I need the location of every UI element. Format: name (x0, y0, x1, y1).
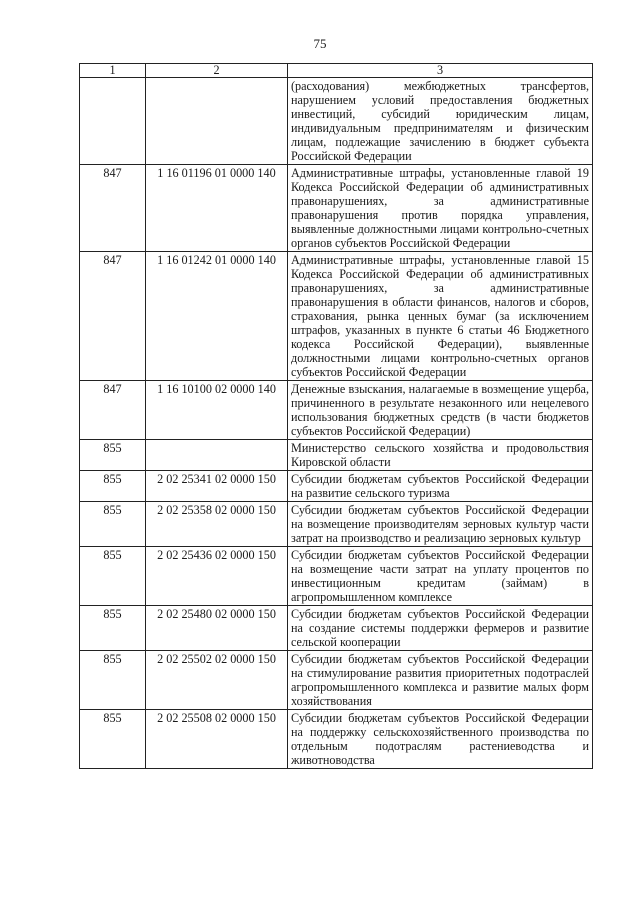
admin-code-cell: 855 (80, 651, 146, 710)
table-row (80, 502, 593, 547)
header-row (80, 64, 593, 78)
kbk-code-cell: 1 16 01242 01 0000 140 (146, 252, 288, 381)
kbk-code-cell (146, 78, 288, 165)
column-header-2: 2 (146, 64, 288, 78)
table-row (80, 547, 593, 606)
admin-code-cell: 847 (80, 252, 146, 381)
admin-code-cell: 855 (80, 471, 146, 502)
description-cell: Субсидии бюджетам субъектов Российской Федерации на развитие сельского туризма (288, 471, 593, 502)
description-cell: (расходования) межбюджетных трансфертов, нарушением условий предоставления бюджетных инвестиций, субсидий юридическим лицам, индивидуальным предпринимателям и физическим лицам, подлежащие зачислению в бюджет субъекта Российской Федерации (288, 78, 593, 165)
admin-code-cell: 855 (80, 440, 146, 471)
kbk-code-cell: 1 16 01196 01 0000 140 (146, 165, 288, 252)
description-cell: Денежные взыскания, налагаемые в возмещение ущерба, причиненного в результате незаконного или нецелевого использования бюджетных средств (в части бюджетов субъектов Российской Федерации) (288, 381, 593, 440)
column-header-1: 1 (80, 64, 146, 78)
admin-code-cell: 855 (80, 547, 146, 606)
table-row (80, 471, 593, 502)
admin-code-cell: 855 (80, 710, 146, 769)
description-cell: Субсидии бюджетам субъектов Российской Федерации на возмещение части затрат на уплату процентов по инвестиционным кредитам (займам) в агропромышленном комплексе (288, 547, 593, 606)
column-header-3: 3 (288, 64, 593, 78)
description-cell: Административные штрафы, установленные главой 19 Кодекса Российской Федерации об административных правонарушениях, за административные правонарушения против порядка управления, выявленные должностными лицами контрольно-счетных органов субъектов Российской Федерации (288, 165, 593, 252)
kbk-code-cell: 1 16 10100 02 0000 140 (146, 381, 288, 440)
description-cell: Субсидии бюджетам субъектов Российской Федерации на стимулирование развития приоритетных подотраслей агропромышленного комплекса и развитие малых форм хозяйствования (288, 651, 593, 710)
admin-code-cell: 847 (80, 165, 146, 252)
kbk-code-cell: 2 02 25480 02 0000 150 (146, 606, 288, 651)
kbk-code-cell: 2 02 25502 02 0000 150 (146, 651, 288, 710)
table-row (80, 440, 593, 471)
description-cell: Административные штрафы, установленные главой 15 Кодекса Российской Федерации об административных правонарушениях, за административные правонарушения в области финансов, налогов и сборов, страхования, рынка ценных бумаг (за исключением штрафов, указанных в пункте 6 статьи 46 Бюджетного кодекса Российской Федерации), выявленные должностными лицами контрольно-счетных органов субъектов Российской Федерации (288, 252, 593, 381)
admin-code-cell: 847 (80, 381, 146, 440)
budget-codes-table (79, 63, 593, 769)
admin-code-cell (80, 78, 146, 165)
kbk-code-cell: 2 02 25341 02 0000 150 (146, 471, 288, 502)
table-body (80, 78, 593, 769)
table-row (80, 381, 593, 440)
description-cell: Министерство сельского хозяйства и продовольствия Кировской области (288, 440, 593, 471)
table-row (80, 710, 593, 769)
page-number: 75 (313, 36, 327, 51)
table-row (80, 252, 593, 381)
table-row (80, 78, 593, 165)
table-row (80, 606, 593, 651)
description-cell: Субсидии бюджетам субъектов Российской Федерации на поддержку сельскохозяйственного производства по отдельным подотраслям растениеводства и животноводства (288, 710, 593, 769)
admin-code-cell: 855 (80, 606, 146, 651)
admin-code-cell: 855 (80, 502, 146, 547)
description-cell: Субсидии бюджетам субъектов Российской Федерации на возмещение производителям зерновых культур части затрат на производство и реализацию зерновых культур (288, 502, 593, 547)
description-cell: Субсидии бюджетам субъектов Российской Федерации на создание системы поддержки фермеров и развитие сельской кооперации (288, 606, 593, 651)
kbk-code-cell: 2 02 25358 02 0000 150 (146, 502, 288, 547)
kbk-code-cell: 2 02 25508 02 0000 150 (146, 710, 288, 769)
kbk-code-cell (146, 440, 288, 471)
table-row (80, 651, 593, 710)
table-row (80, 165, 593, 252)
kbk-code-cell: 2 02 25436 02 0000 150 (146, 547, 288, 606)
table-header (80, 64, 593, 78)
